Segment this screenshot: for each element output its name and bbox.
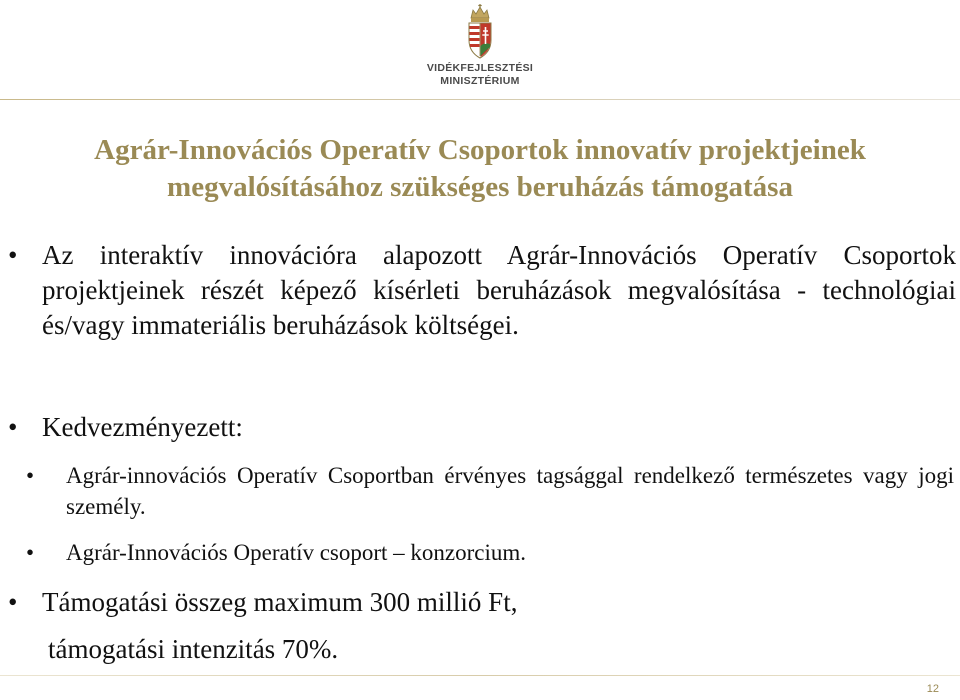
- bullet-dot-icon: •: [26, 463, 35, 488]
- header-divider: [0, 99, 960, 100]
- bullet-dot-icon: •: [8, 412, 18, 442]
- sub-bullet-1-text: Agrár-innovációs Operatív Csoportban érvényes tagsággal rendelkező természetes vagy jogi személy.: [66, 463, 954, 519]
- bullet-dot-icon: •: [26, 540, 35, 565]
- bullet-dot-icon: •: [8, 587, 18, 617]
- ministry-logo: [380, 4, 580, 96]
- ministry-name-line1: VIDÉKFEJLESZTÉSI: [426, 62, 534, 74]
- bullet-1-text: Az interaktív innovációra alapozott Agrár-Innovációs Operatív Csoportok projektjeinek részét képező kísérleti beruházások megvalósítása - technológiai és/vagy immateriális beruházások költségei.: [42, 240, 956, 340]
- bullet-3-continuation: támogatási intenzitás 70%.: [48, 634, 339, 664]
- ministry-name: [380, 62, 580, 88]
- sub-bullet-2-text: Agrár-Innovációs Operatív csoport – konzorcium.: [66, 540, 527, 565]
- bullet-3-text: Támogatási összeg maximum 300 millió Ft,: [42, 587, 518, 617]
- footer-divider: [0, 675, 960, 676]
- hungarian-coat-of-arms-icon: [464, 4, 496, 62]
- bullet-2-text: Kedvezményezett:: [42, 412, 243, 442]
- bullet-dot-icon: •: [8, 240, 18, 270]
- slide-title: Agrár-Innovációs Operatív Csoportok innovatív projektjeinek megvalósításához szükséges beruházás támogatása: [94, 134, 866, 203]
- page-number: 12: [926, 683, 939, 695]
- ministry-name-line2: MINISZTÉRIUM: [440, 75, 520, 87]
